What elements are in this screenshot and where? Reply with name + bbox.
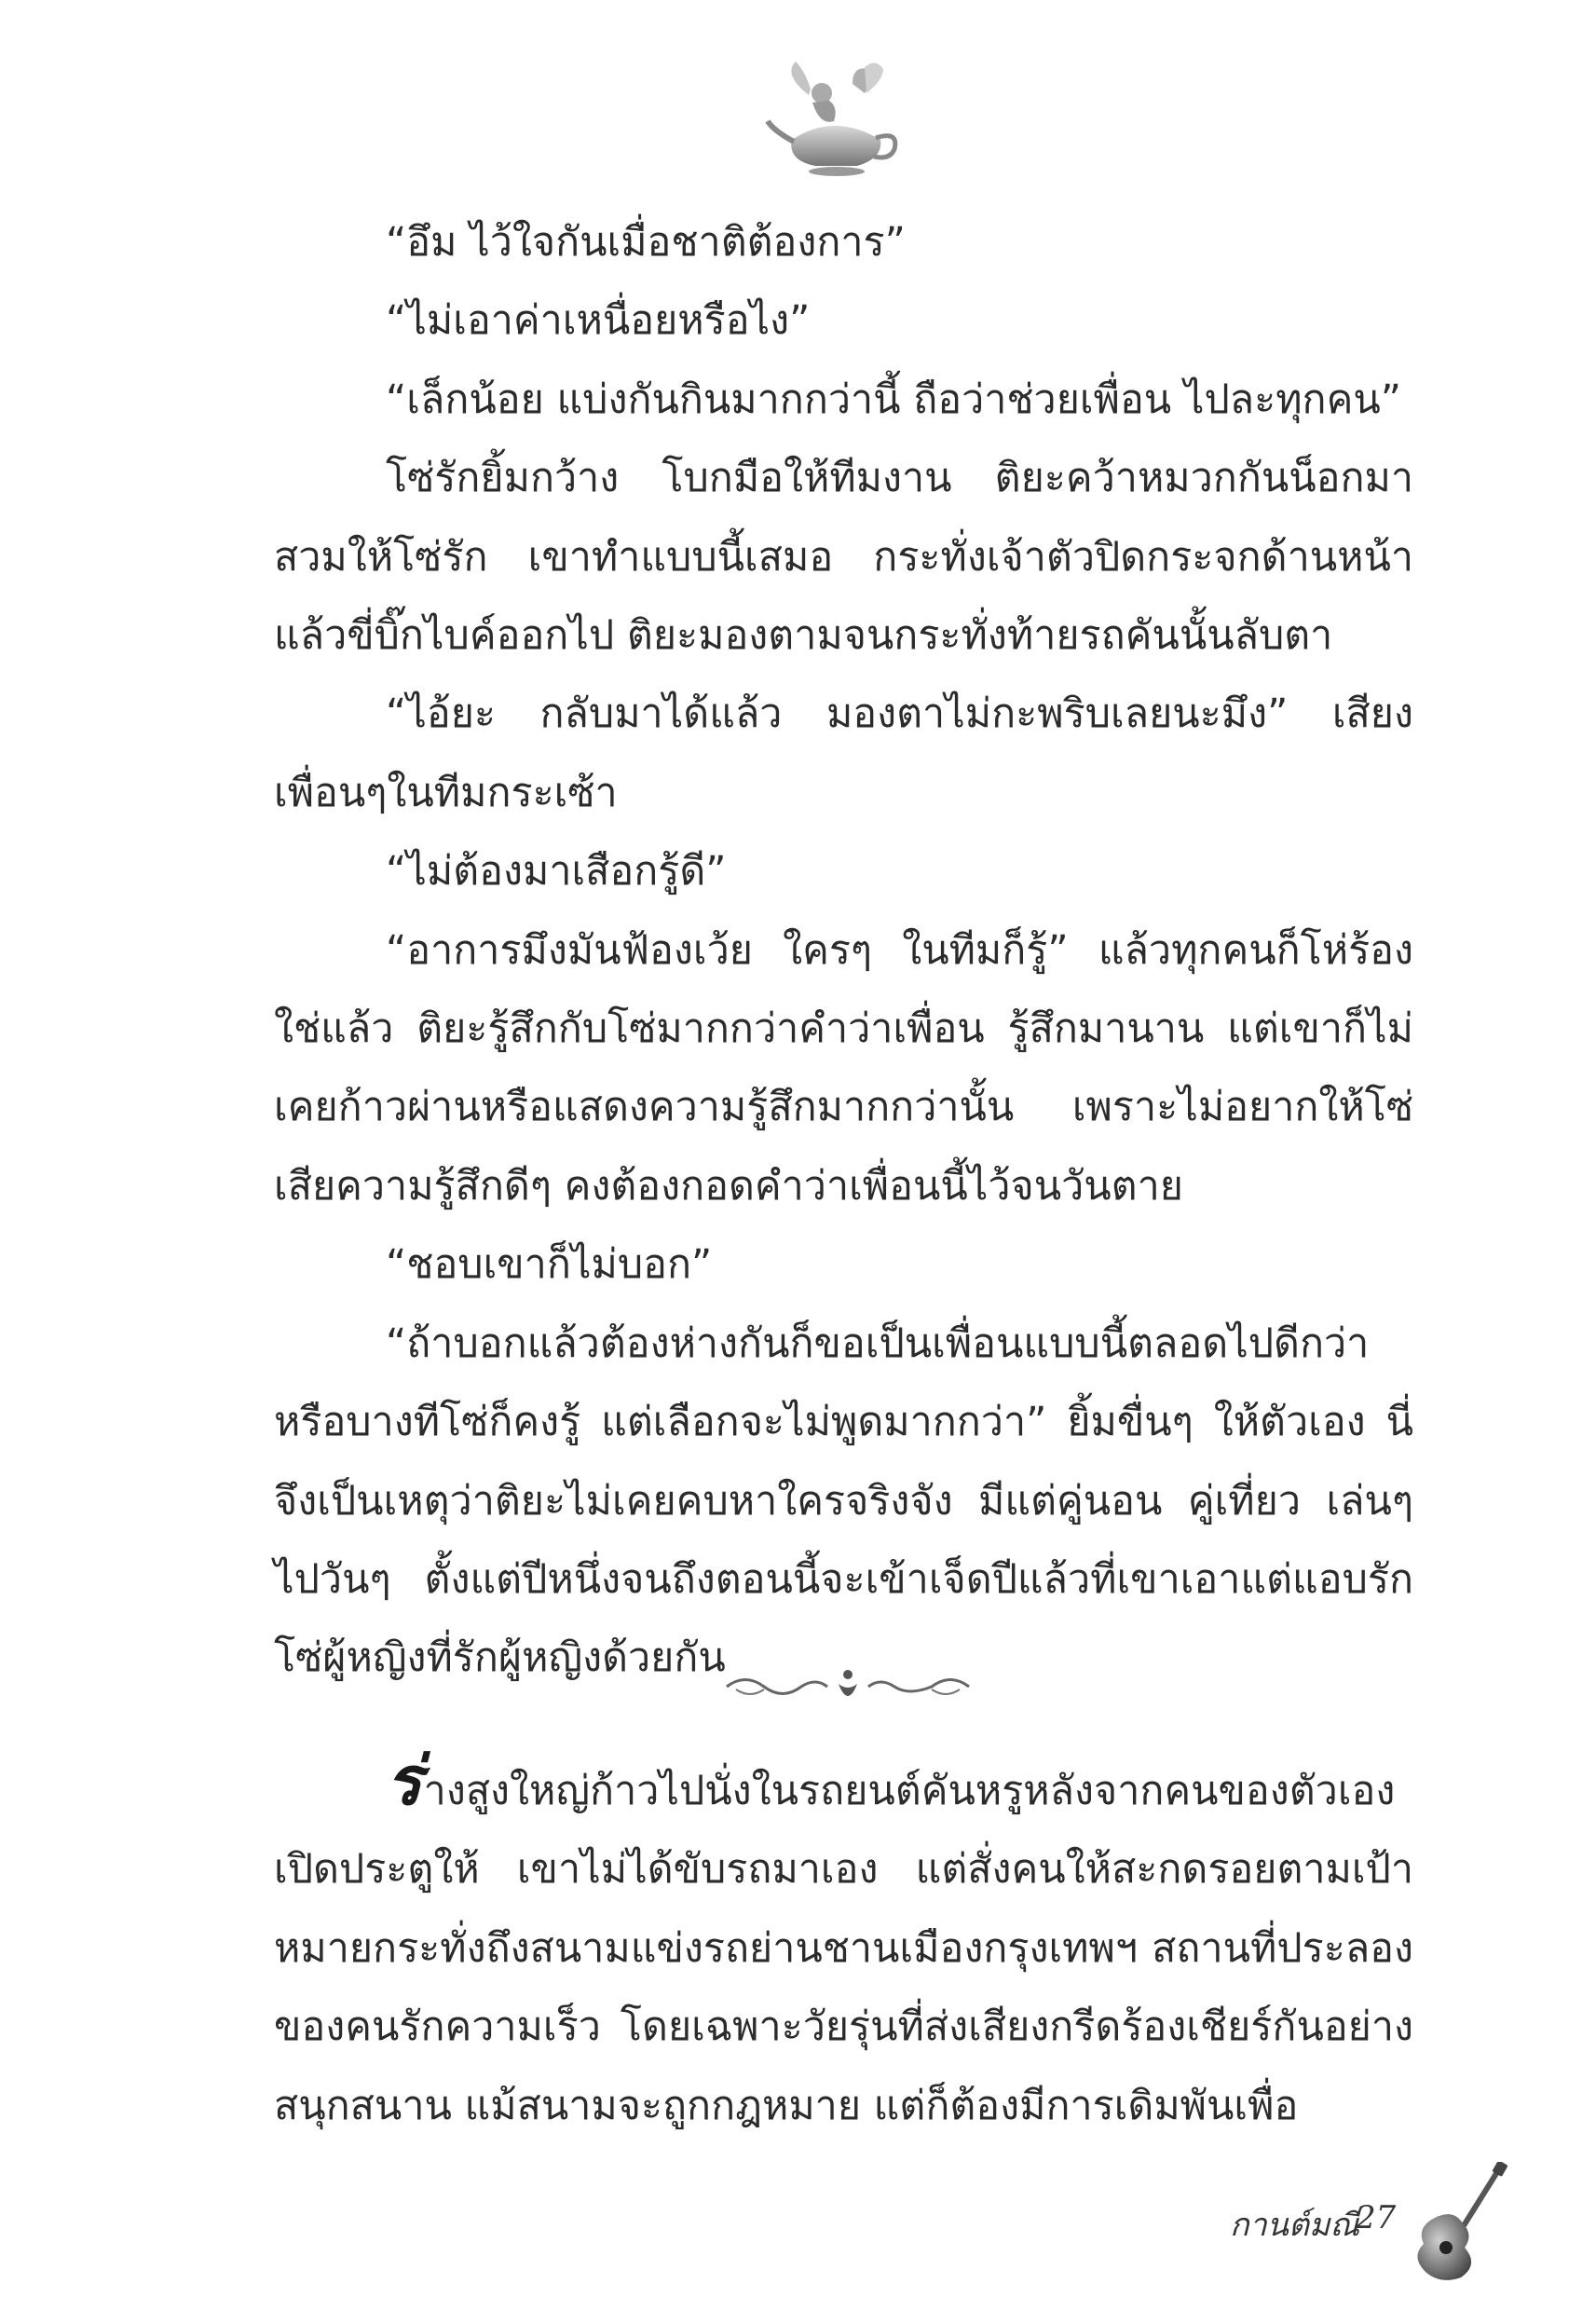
paragraph-dialog-3: “เล็กน้อย แบ่งกันกินมากกว่านี้ ถือว่าช่วยเพื่อน ไปละทุกคน” — [386, 376, 1402, 423]
guitar-icon — [1407, 2162, 1509, 2283]
paragraph-body: างสูงใหญ่ก้าวไปนั่งในรถยนต์คันหรูหลังจากคนของตัวเองเปิดประตูให้ เขาไม่ได้ขับรถมาเอง แต่สั่งคนให้สะกดรอยตามเป้าหมายกระทั่งถึงสนามแข่งรถย่านชานเมืองกรุงเทพฯ สถานที่ประลองของคนรักความเร็ว โดยเฉพาะวัยรุ่นที่ส่งเสียงกรีดร้องเชียร์กันอย่างสนุกสนาน แม้สนามจะถูกกฎหมาย แต่ก็ต้องมีการเดิมพันเพื่อ — [274, 1768, 1413, 2129]
paragraph-narration-2: “อาการมึงมันฟ้องเว้ย ใครๆ ในทีมก็รู้” แล้วทุกคนก็โห่ร้อง ใช่แล้ว ติยะรู้สึกกับโซ่มากกว่าคำว่าเพื่อน รู้สึกมานาน แต่เขาก็ไม่เคยก้าวผ่านหรือแสดงความรู้สึกมากกว่านั้น เพราะไม่อยากให้โซ่เสียความรู้สึกดีๆ คงต้องกอดคำว่าเพื่อนนี้ไว้จนวันตาย — [274, 926, 1413, 1210]
flourish-divider-icon — [708, 1663, 988, 1710]
book-title: กานต์มณี — [1230, 2207, 1359, 2244]
paragraph-dialog-2: “ไม่เอาค่าเหนื่อยหรือไง” — [386, 297, 811, 345]
paragraph-dialog-4: “ไอ้ยะ กลับมาได้แล้ว มองตาไม่กะพริบเลยนะมึง” เสียงเพื่อนๆในทีมกระเซ้า — [274, 691, 1413, 816]
paragraph-narration-3: “ถ้าบอกแล้วต้องห่างกันก็ขอเป็นเพื่อนแบบนี้ตลอดไปดีกว่าหรือบางทีโซ่ก็คงรู้ แต่เลือกจะไม่พูดมากกว่า” ยิ้มขื่นๆ ให้ตัวเอง นี่จึงเป็นเหตุว่าติยะไม่เคยคบหาใครจริงจัง มีแต่คู่นอน คู่เที่ยว เล่นๆไปวันๆ ตั้งแต่ปีหนึ่งจนถึงตอนนี้จะเข้าเจ็ดปีแล้วที่เขาเอาแต่แอบรักโซ่ผู้หญิงที่รักผู้หญิงด้วยกัน — [274, 1320, 1413, 1682]
paragraph-dialog-5: “ไม่ต้องมาเสือกรู้ดี” — [386, 848, 727, 896]
body-text-section-1 — [274, 203, 1413, 1698]
body-text-section-2 — [274, 1742, 1413, 2145]
paragraph-narration-4 — [274, 1742, 1413, 2145]
cupid-teapot-icon — [764, 56, 904, 177]
page-number: 27 — [1356, 2199, 1397, 2236]
paragraph-dialog-6: “ชอบเขาก็ไม่บอก” — [386, 1241, 713, 1289]
page-footer — [1193, 2162, 1528, 2283]
paragraph-narration-1: โซ่รักยิ้มกว้าง โบกมือให้ทีมงาน ติยะคว้าหมวกกันน็อกมาสวมให้โซ่รัก เขาทำแบบนี้เสมอ กระทั่งเจ้าตัวปิดกระจกด้านหน้าแล้วขี่บิ๊กไบค์ออกไป ติยะมองตามจนกระทั่งท้ายรถคันนั้นลับตา — [274, 455, 1413, 660]
paragraph-dialog-1: “อึม ไว้ใจกันเมื่อชาติต้องการ” — [386, 219, 906, 266]
drop-cap: ร่ — [386, 1742, 422, 1820]
